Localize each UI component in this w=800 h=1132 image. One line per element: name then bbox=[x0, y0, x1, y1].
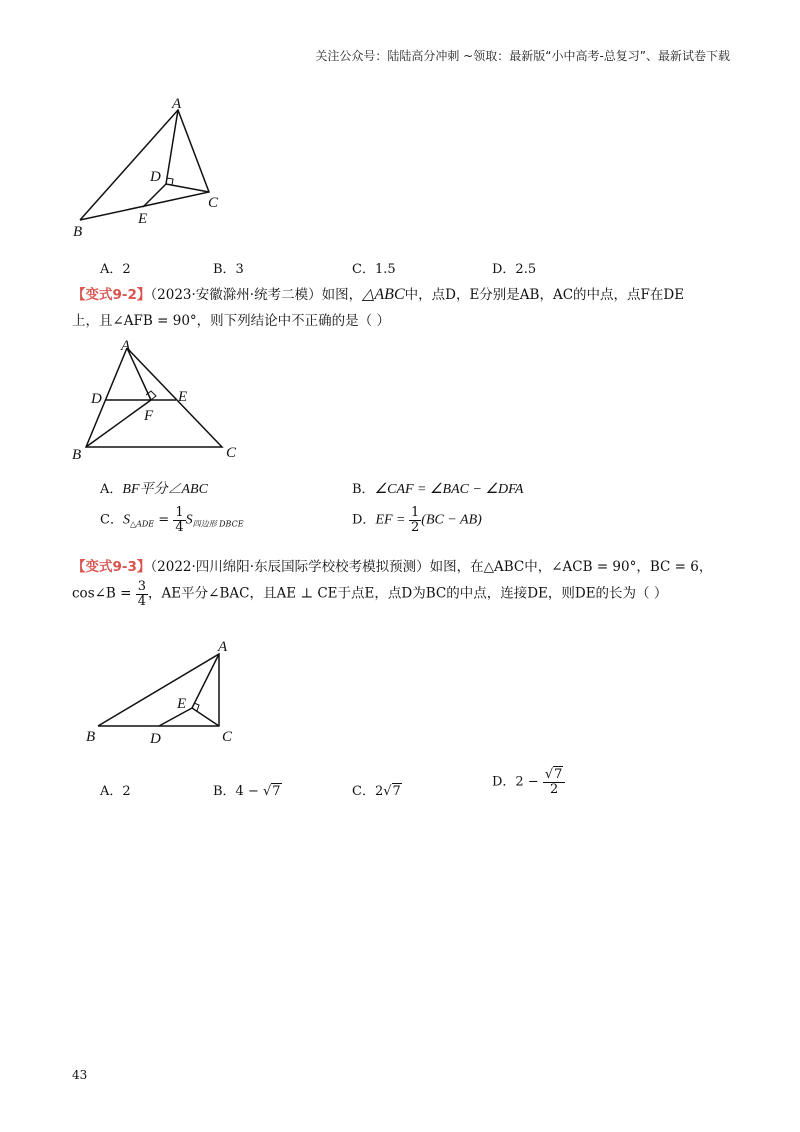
q2-option-a-text: BF平分∠ABC bbox=[122, 482, 208, 497]
q3-line1-rest: △ABC中，∠ACB = 90°，BC = 6， bbox=[483, 559, 713, 575]
label-b: B bbox=[86, 729, 96, 745]
q3-option-d-pre: D．2 − bbox=[492, 774, 543, 790]
label-c: C bbox=[208, 195, 219, 211]
q3-tag: 【变式9-3】 bbox=[72, 559, 151, 575]
q3-option-b-pre: B．4 − √ bbox=[213, 784, 272, 799]
q3-option-c-radicand: 7 bbox=[392, 784, 401, 799]
q3-cos-fraction: $\frac{3}{4}$ bbox=[137, 579, 147, 609]
q3-option-b[interactable] bbox=[213, 780, 282, 799]
q2-option-d-post: (BC − AB) bbox=[421, 512, 482, 528]
q3-stem-line1 bbox=[72, 555, 712, 575]
q3-option-d-fraction: $\frac{√7}{2}$ bbox=[543, 768, 566, 796]
q2-option-c[interactable] bbox=[100, 506, 244, 534]
q2-option-c-label: C． bbox=[100, 512, 123, 528]
label-a: A bbox=[218, 639, 228, 655]
q1-option-b[interactable]: B．3 bbox=[213, 262, 244, 277]
q2-option-b[interactable] bbox=[352, 478, 523, 498]
q2-option-d-label: D． bbox=[352, 512, 376, 528]
q2-option-c-s2: S bbox=[185, 512, 193, 528]
q2-option-a[interactable] bbox=[100, 478, 208, 498]
q2-line1-rest: 中，点D，E分别是AB，AC的中点，点F在DE bbox=[404, 287, 685, 303]
figure-triangle-3 bbox=[82, 637, 247, 747]
q3-line2-rest: ，AE平分∠BAC，且AE ⊥ CE于点E，点D为BC的中点，连接DE，则DE的长为（ ） bbox=[148, 585, 668, 602]
q2-source: （2023·安徽滁州·统考二模）如图， bbox=[150, 287, 363, 303]
q2-option-b-text: ∠CAF = ∠BAC − ∠DFA bbox=[374, 482, 524, 497]
q2-option-c-sub1: △ADE bbox=[129, 519, 155, 529]
q3-option-c-pre: C．2√ bbox=[352, 784, 392, 799]
label-e: E bbox=[177, 696, 187, 712]
label-e: E bbox=[178, 389, 188, 405]
label-a: A bbox=[172, 96, 182, 112]
q1-option-a[interactable]: A．2 bbox=[100, 262, 131, 277]
label-d: D bbox=[150, 169, 161, 185]
q3-stem-line2 bbox=[72, 580, 667, 608]
page-number: 43 bbox=[72, 1068, 88, 1082]
label-e: E bbox=[138, 211, 148, 227]
q1-option-d[interactable]: D．2.5 bbox=[492, 262, 537, 277]
label-c: C bbox=[222, 729, 233, 745]
label-b: B bbox=[73, 224, 83, 240]
q3-source: （2022·四川绵阳·东辰国际学校校考模拟预测）如图，在 bbox=[150, 559, 484, 575]
q2-stem-line2: 上，且∠AFB = 90°，则下列结论中不正确的是（ ） bbox=[72, 313, 390, 329]
q2-stem-line1 bbox=[72, 283, 684, 304]
q2-option-d[interactable] bbox=[352, 506, 482, 534]
q2-option-c-sub2: 四边形 DBCE bbox=[192, 519, 244, 529]
q3-option-a[interactable]: A．2 bbox=[100, 784, 131, 799]
q2-tag: 【变式9-2】 bbox=[72, 287, 151, 303]
q2-option-c-s: S bbox=[122, 512, 130, 528]
page-header: 关注公众号：陆陆高分冲刺 ~领取：最新版“小中高考-总复习”、最新试卷下载 bbox=[315, 49, 730, 63]
q2-option-c-fraction: $\frac{1}{4}$ bbox=[175, 505, 184, 535]
label-b: B bbox=[72, 447, 82, 463]
q3-option-b-radicand: 7 bbox=[272, 784, 281, 799]
q3-option-c[interactable] bbox=[352, 780, 402, 799]
label-a: A bbox=[121, 338, 131, 354]
q2-option-d-pre: EF = bbox=[375, 512, 409, 528]
figure-triangle-2 bbox=[72, 338, 247, 463]
label-c: C bbox=[226, 445, 237, 461]
q3-option-d[interactable] bbox=[492, 768, 565, 796]
q2-option-a-label: A． bbox=[100, 482, 123, 497]
figure-triangle-1 bbox=[70, 92, 240, 242]
q2-option-b-label: B． bbox=[352, 482, 375, 497]
q2-option-c-eq: = bbox=[154, 512, 174, 528]
label-f: F bbox=[144, 408, 154, 424]
q2-option-d-fraction: $\frac{1}{2}$ bbox=[411, 505, 420, 535]
q1-option-c[interactable]: C．1.5 bbox=[352, 262, 396, 277]
label-d: D bbox=[91, 391, 102, 407]
q2-triangle: △ABC bbox=[362, 286, 405, 303]
q3-cos: cos∠B = bbox=[72, 585, 136, 602]
label-d: D bbox=[150, 731, 161, 747]
